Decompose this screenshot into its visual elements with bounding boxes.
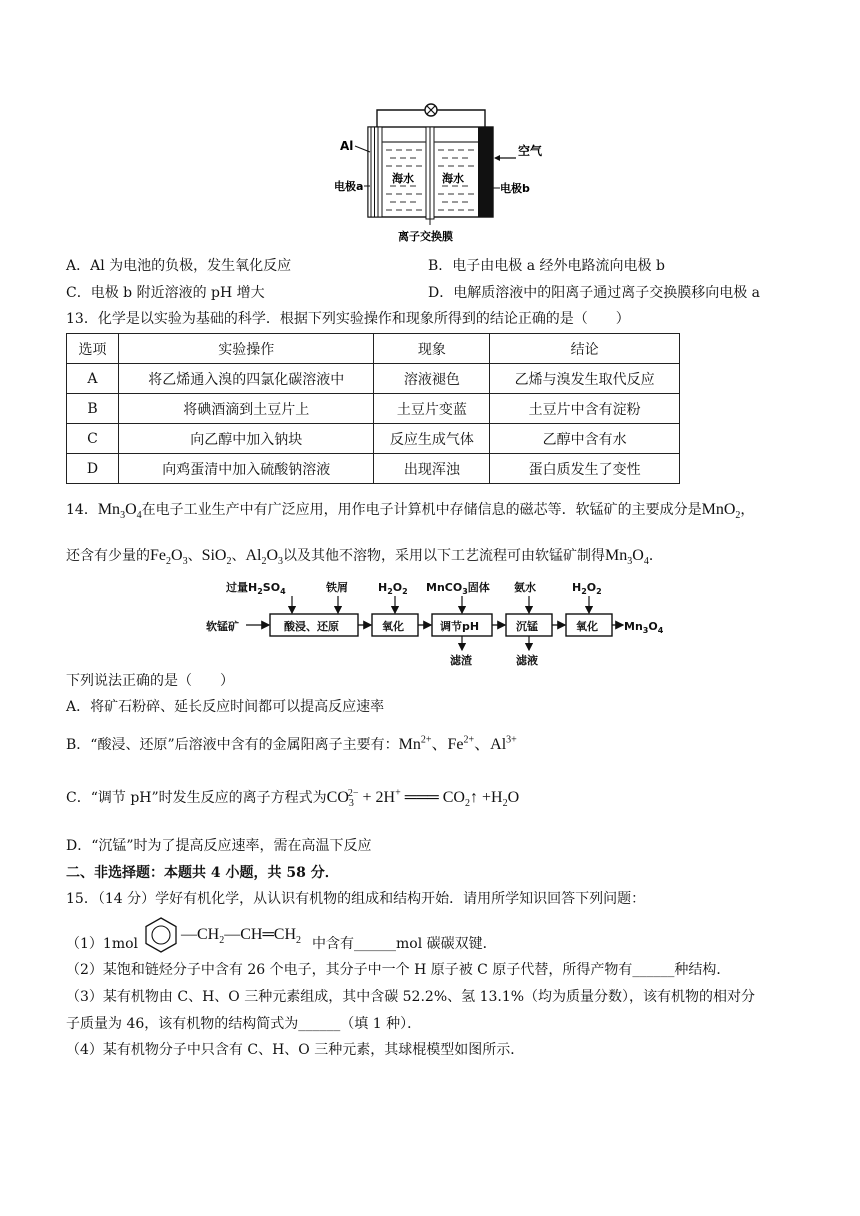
benzene-ring-icon <box>141 915 181 955</box>
table-row <box>67 454 680 484</box>
reagent-mnco3: MnCO$_3$固体 <box>426 581 490 596</box>
formula-mn3o4-product: $Mn_3O_4$ <box>605 547 649 568</box>
q15-stem: 15．（14 分）学好有机化学，从认识有机物的组成和结构开始．请用所学知识回答下列问题： <box>66 891 646 907</box>
q15-part1-post: 中含有______mol 碳碳双键． <box>312 936 497 952</box>
q14-number: 14． <box>66 502 98 518</box>
label-air: 空气 <box>518 144 543 158</box>
experiment-table <box>66 333 680 484</box>
table-cell: 向鸡蛋清中加入硫酸钠溶液 <box>118 454 374 484</box>
table-cell: 将乙烯通入溴的四氯化碳溶液中 <box>118 364 374 394</box>
q14-line1: 14．$Mn_3O_4$在电子工业生产中有广泛应用，用作电子计算机中存储信息的磁芯等．软锰矿的主要成分是MnO$_2$， <box>66 501 755 522</box>
table-header-row <box>67 334 680 364</box>
flow-step-3: 调节pH <box>440 620 480 633</box>
ions-list: $Mn^{2+}$、$Fe^{2+}$、$Al^{3+}$ <box>398 734 517 753</box>
table-cell: 出现浑浊 <box>374 454 490 484</box>
table-row <box>67 424 680 454</box>
reagent-iron: 铁屑 <box>326 581 348 594</box>
table-cell: B <box>67 394 119 424</box>
q14-option-a: A．将矿石粉碎、延长反应时间都可以提高反应速率 <box>66 699 385 715</box>
table-cell: 土豆片中含有淀粉 <box>490 394 680 424</box>
process-flowchart <box>200 580 670 666</box>
label-electrode-a: 电极a <box>334 180 364 193</box>
formula-sio2: SiO$_2$ <box>201 547 232 568</box>
table-cell: 向乙醇中加入钠块 <box>118 424 374 454</box>
table-cell: 将碘酒滴到土豆片上 <box>118 394 374 424</box>
output-residue: 滤渣 <box>450 654 472 666</box>
q14-prompt: 下列说法正确的是（ ） <box>66 673 234 689</box>
label-seawater-left: 海水 <box>392 172 414 185</box>
table-cell: 土豆片变蓝 <box>374 394 490 424</box>
table-cell: 溶液褪色 <box>374 364 490 394</box>
q14-text2: 还含有少量的 <box>66 548 150 564</box>
table-row <box>67 364 680 394</box>
q12-option-c: C．电极 b 附近溶液的 pH 增大 <box>66 285 265 301</box>
label-seawater-right: 海水 <box>442 172 464 185</box>
table-row <box>67 394 680 424</box>
table-cell: 乙烯与溴发生取代反应 <box>490 364 680 394</box>
label-al: Al <box>340 139 354 153</box>
table-cell: D <box>67 454 119 484</box>
flow-step-1: 酸浸、还原 <box>284 620 339 633</box>
q15-part4: （4）某有机物分子中只含有 C、H、O 三种元素，其球棍模型如图所示． <box>66 1042 525 1058</box>
header-operation: 实验操作 <box>118 334 374 364</box>
table-cell: 蛋白质发生了变性 <box>490 454 680 484</box>
q15-part3a: （3）某有机物由 C、H、O 三种元素组成，其中含碳 52.2%、氢 13.1%（均为质量分数），该有机物的相对分 <box>66 989 756 1005</box>
q14-option-b-text: B．“酸浸、还原”后溶液中含有的金属阳离子主要有： <box>66 737 399 753</box>
formula-fe2o3: $Fe_2O_3$ <box>150 547 188 568</box>
section-heading: 二、非选择题：本题共 4 小题，共 58 分． <box>66 865 339 881</box>
table-cell: 乙醇中含有水 <box>490 424 680 454</box>
label-electrode-b: 电极b <box>500 182 530 195</box>
header-phenomenon: 现象 <box>374 334 490 364</box>
q13-stem: 13．化学是以实验为基础的科学．根据下列实验操作和现象所得到的结论正确的是（ ） <box>66 311 630 327</box>
flow-step-4: 沉锰 <box>516 620 538 633</box>
table-cell: A <box>67 364 119 394</box>
flow-step-5: 氧化 <box>576 620 598 633</box>
q12-option-a: A．Al 为电池的负极，发生氧化反应 <box>66 258 292 274</box>
q14-option-b <box>66 735 517 755</box>
header-conclusion: 结论 <box>490 334 680 364</box>
q12-option-b: B．电子由电极 a 经外电路流向电极 b <box>428 258 665 274</box>
flow-product: $Mn_3O_4$ <box>624 620 664 635</box>
q12-option-d: D．电解质溶液中的阳离子通过离子交换膜移向电极 a <box>428 285 761 301</box>
table-cell: 反应生成气体 <box>374 424 490 454</box>
formula-mno2: MnO$_2$ <box>701 501 741 522</box>
reagent-h2o2-2: $H_2O_2$ <box>572 581 602 596</box>
flow-step-2: 氧化 <box>382 620 404 633</box>
ionic-equation: $CO_3^{2-} + 2H^+$ ═══ $CO_2↑ +H_2O$ <box>326 787 520 810</box>
table-cell: C <box>67 424 119 454</box>
q15-part2: （2）某饱和链烃分子中含有 26 个电子，其分子中一个 H 原子被 C 原子代替，所得产物有______种结构． <box>66 962 731 978</box>
formula-al2o3: $Al_2O_3$ <box>245 547 284 568</box>
q15-part1 <box>66 934 138 954</box>
reagent-h2so4: 过量$H_2SO_4$ <box>226 581 286 596</box>
q14-text2b: 以及其他不溶物，采用以下工艺流程可由软锰矿制得 <box>283 548 606 564</box>
q14-line2: 还含有少量的$Fe_2O_3$、SiO$_2$、$Al_2O_3$以及其他不溶物，采用以下工艺流程可由软锰矿制得$Mn_3O_4$． <box>66 547 663 568</box>
label-membrane: 离子交换膜 <box>398 230 453 243</box>
header-option: 选项 <box>67 334 119 364</box>
allyl-chain: $―CH_2―CH═CH_2$ <box>181 926 302 947</box>
battery-diagram <box>330 100 560 245</box>
q15-part3b: 子质量为 46，该有机物的结构简式为______（填 1 种）． <box>66 1016 422 1032</box>
q14-option-d: D．“沉锰”时为了提高反应速率，需在高温下反应 <box>66 838 372 854</box>
q15-part1-pre: （1）1mol <box>66 936 138 952</box>
q14-option-c-text: C．“调节 pH”时发生反应的离子方程式为 <box>66 790 327 806</box>
reagent-h2o2-1: $H_2O_2$ <box>378 581 408 596</box>
reagent-ammonia: 氨水 <box>514 581 536 594</box>
q14-text1: 在电子工业生产中有广泛应用，用作电子计算机中存储信息的磁芯等．软锰矿的主要成分是 <box>141 502 702 518</box>
q14-option-c <box>66 788 519 808</box>
formula-mn3o4: $Mn_3O_4$ <box>97 501 142 522</box>
output-filtrate: 滤液 <box>516 654 538 666</box>
flow-start: 软锰矿 <box>206 620 239 633</box>
